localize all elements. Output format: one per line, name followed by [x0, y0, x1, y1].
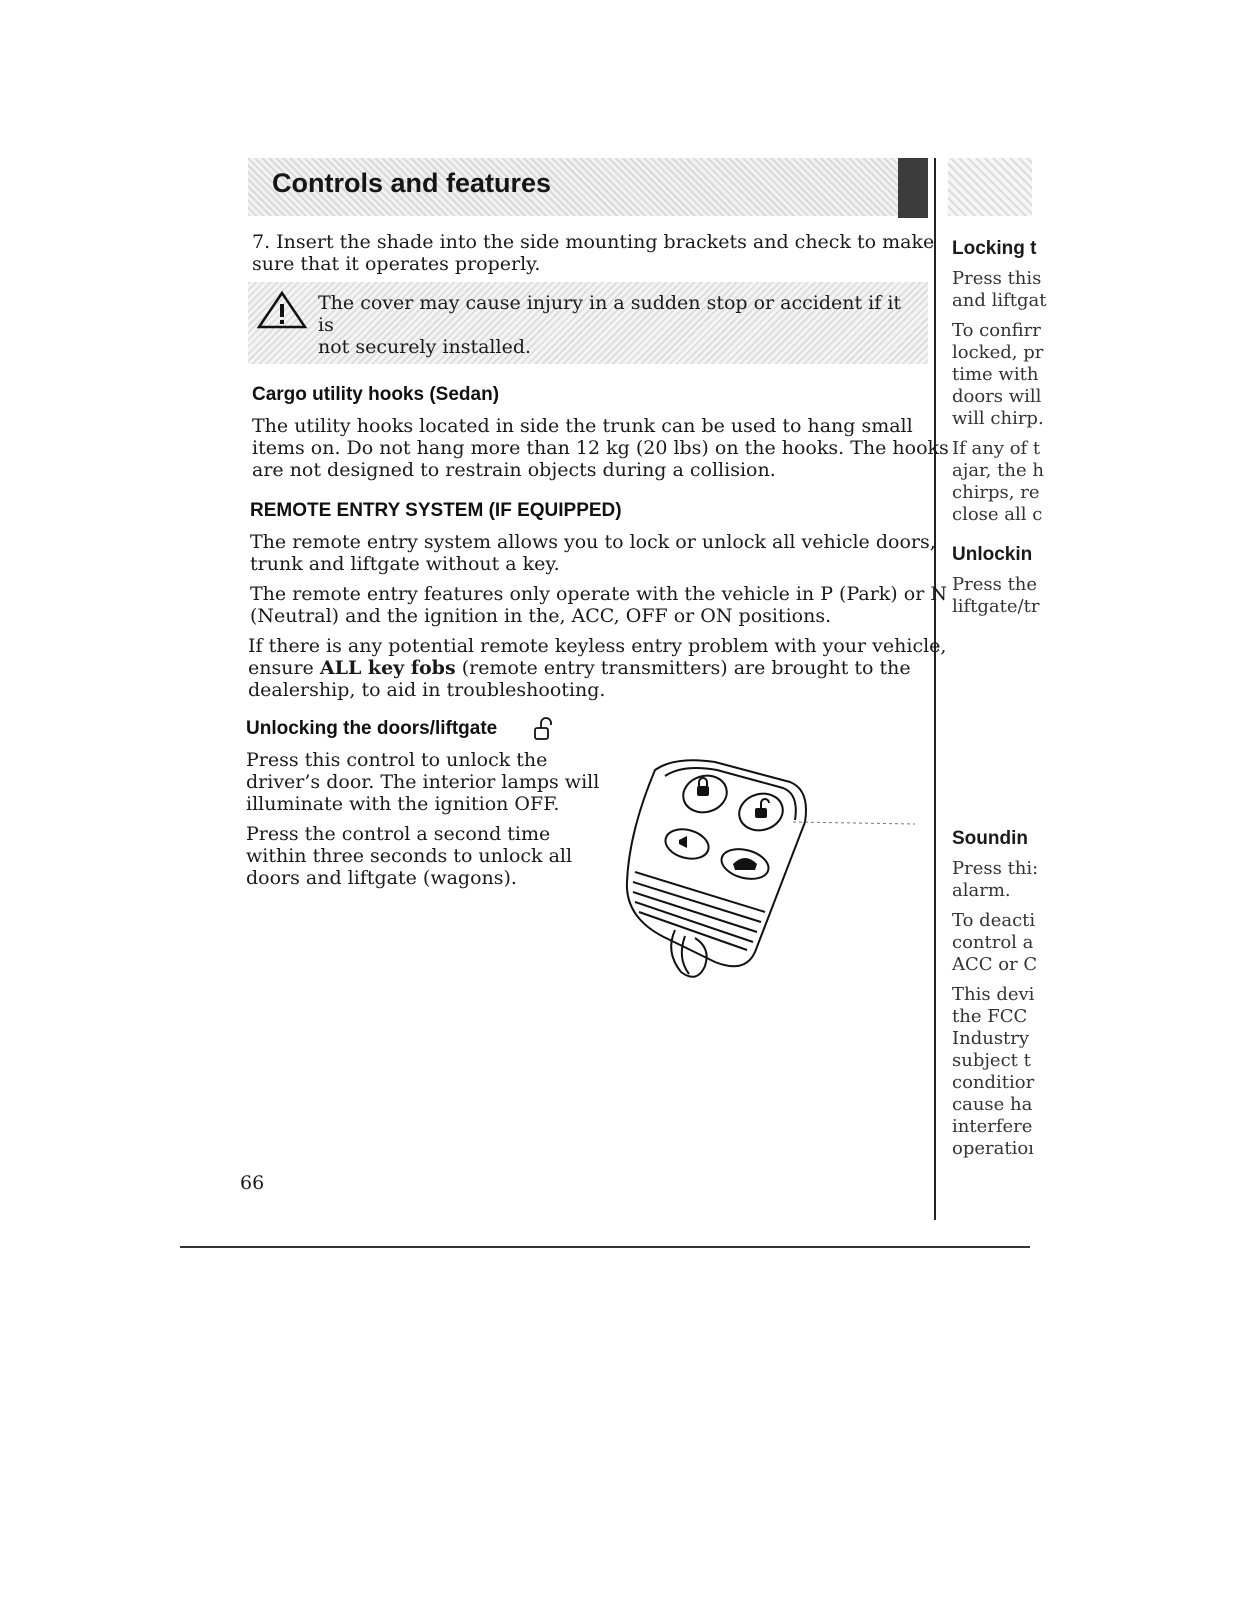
warning-line2: not securely installed. — [318, 336, 532, 358]
right-line: and liftgat — [952, 290, 1047, 311]
section-title: Controls and features — [272, 168, 552, 198]
unlocking-p1-line1: Press this control to unlock the — [246, 749, 548, 771]
unlocking-p2-line3: doors and liftgate (wagons). — [246, 867, 517, 889]
right-line: Press thi: — [952, 858, 1039, 879]
right-line: To confirr — [952, 320, 1041, 341]
right-line: Press this — [952, 268, 1042, 289]
right-line: ACC or C — [952, 954, 1038, 975]
right-line: interfere — [952, 1116, 1033, 1137]
unlocking-p1-line3: illuminate with the ignition OFF. — [246, 793, 560, 815]
step7-line2: sure that it operates properly. — [252, 253, 541, 275]
remote-entry-heading: REMOTE ENTRY SYSTEM (IF EQUIPPED) — [250, 500, 622, 521]
right-line: Industry — [952, 1028, 1030, 1049]
page-bottom-rule — [180, 1246, 1030, 1248]
header-edge-tab — [898, 158, 928, 218]
unlocking-p2-line1: Press the control a second time — [246, 823, 551, 845]
cargo-line1: The utility hooks located in side the trunk can be used to hang small — [252, 415, 913, 437]
unlocking-heading: Unlocking the doors/liftgate — [246, 718, 498, 739]
remote-p3-line2 — [248, 658, 911, 679]
remote-p3-line2-bold: ALL key fobs — [319, 657, 456, 679]
unlock-icon — [532, 716, 554, 742]
remote-p1-line2: trunk and liftgate without a key. — [250, 553, 560, 575]
cargo-line3: are not designed to restrain objects during a collision. — [252, 459, 776, 481]
cargo-heading: Cargo utility hooks (Sedan) — [252, 384, 500, 405]
right-line: locked, pr — [952, 342, 1044, 363]
remote-p3-line2-post: (remote entry transmitters) are brought to the — [455, 657, 911, 679]
right-heading-locking: Locking t — [952, 238, 1037, 259]
right-line: will chirp. — [952, 408, 1044, 429]
remote-p2-line1: The remote entry features only operate with the vehicle in P (Park) or N — [250, 583, 947, 605]
warning-triangle-icon — [256, 290, 308, 330]
right-line: time with — [952, 364, 1039, 385]
right-line: alarm. — [952, 880, 1011, 901]
right-line: If any of t — [952, 438, 1041, 459]
right-heading-unlocking: Unlockin — [952, 544, 1033, 565]
right-heading-sounding: Soundin — [952, 828, 1028, 849]
remote-p3-line2-pre: ensure — [248, 657, 320, 679]
remote-p1-line1: The remote entry system allows you to lock or unlock all vehicle doors, — [250, 531, 936, 553]
step7-line1: 7. Insert the shade into the side mounting brackets and check to make — [252, 231, 935, 253]
page-number: 66 — [240, 1172, 265, 1194]
right-line: liftgate/tr — [952, 596, 1040, 617]
remote-p3-line3: dealership, to aid in troubleshooting. — [248, 679, 606, 701]
remote-p2-line2: (Neutral) and the ignition in the, ACC, OFF or ON positions. — [250, 605, 832, 627]
right-line: the FCC — [952, 1006, 1028, 1027]
right-line: This devi — [952, 984, 1035, 1005]
right-line: operatioı — [952, 1138, 1034, 1159]
right-line: control a — [952, 932, 1034, 953]
cargo-line2: items on. Do not hang more than 12 kg (20 lbs) on the hooks. The hooks — [252, 437, 949, 459]
unlocking-p1-line2: driver’s door. The interior lamps will — [246, 771, 600, 793]
right-line: subject t — [952, 1050, 1031, 1071]
unlocking-p2-line2: within three seconds to unlock all — [246, 845, 573, 867]
right-line: close all c — [952, 504, 1043, 525]
warning-text — [318, 292, 918, 358]
key-fob-illustration — [615, 752, 920, 984]
right-line: ajar, the h — [952, 460, 1044, 481]
page-gutter-rule — [934, 158, 936, 1220]
right-line: conditior — [952, 1072, 1035, 1093]
right-page-header-band — [948, 158, 1032, 216]
right-line: Press the — [952, 574, 1038, 595]
right-line: doors will — [952, 386, 1042, 407]
right-line: To deacti — [952, 910, 1036, 931]
right-line: chirps, re — [952, 482, 1040, 503]
right-line: cause ha — [952, 1094, 1033, 1115]
warning-line1: The cover may cause injury in a sudden stop or accident if it is — [318, 292, 902, 336]
remote-p3-line1: If there is any potential remote keyless entry problem with your vehicle, — [248, 635, 947, 657]
